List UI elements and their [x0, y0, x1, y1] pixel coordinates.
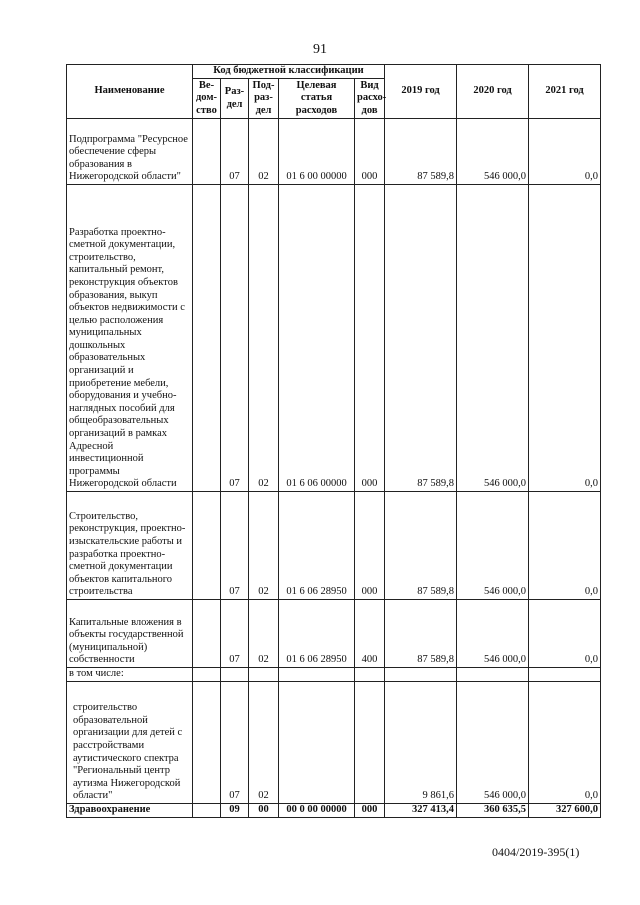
- row-vid: 000: [355, 185, 385, 492]
- row-2020: 360 635,5: [457, 804, 529, 818]
- row-2020: [457, 668, 529, 682]
- header-2019: 2019 год: [385, 65, 457, 119]
- row-2019: 9 861,6: [385, 682, 457, 804]
- row-2021: 0,0: [529, 185, 601, 492]
- header-vedomstvo: Ве-дом-ство: [193, 79, 221, 119]
- row-vid: 000: [355, 119, 385, 185]
- row-2019: 87 589,8: [385, 185, 457, 492]
- table-row: [67, 600, 601, 668]
- row-2021: 327 600,0: [529, 804, 601, 818]
- row-2019: 327 413,4: [385, 804, 457, 818]
- row-target: [279, 668, 355, 682]
- row-name: Здравоохранение: [67, 804, 193, 818]
- row-target: 01 6 06 00000: [279, 185, 355, 492]
- row-ved: [193, 668, 221, 682]
- row-2019: 87 589,8: [385, 492, 457, 600]
- row-vid: 000: [355, 804, 385, 818]
- page-number: 91: [313, 42, 327, 57]
- row-vid: 400: [355, 600, 385, 668]
- row-name: Капитальные вложения в объекты государственной (муниципальной) собственности: [67, 600, 193, 668]
- row-razdel: 07: [221, 492, 249, 600]
- row-razdel: 07: [221, 600, 249, 668]
- table-row: [67, 668, 601, 682]
- table-row: [67, 682, 601, 804]
- row-ved: [193, 185, 221, 492]
- row-2019: [385, 668, 457, 682]
- row-vid: [355, 668, 385, 682]
- row-name: Подпрограмма "Ресурсное обеспечение сферы образования в Нижегородской области": [67, 119, 193, 185]
- row-razdel: 09: [221, 804, 249, 818]
- row-2021: 0,0: [529, 492, 601, 600]
- row-2019: 87 589,8: [385, 600, 457, 668]
- row-ved: [193, 804, 221, 818]
- row-vid: [355, 682, 385, 804]
- row-podrazdel: 02: [249, 492, 279, 600]
- table-row: [67, 185, 601, 492]
- header-code-group: Код бюджетной классификации: [193, 65, 385, 79]
- row-podrazdel: 00: [249, 804, 279, 818]
- row-target: 01 6 06 28950: [279, 492, 355, 600]
- row-target: 01 6 00 00000: [279, 119, 355, 185]
- row-razdel: 07: [221, 682, 249, 804]
- row-2021: 0,0: [529, 600, 601, 668]
- row-name: Строительство, реконструкция, проектно-изыскательские работы и разработка проектно-сметной документации объектов капитального строительства: [67, 492, 193, 600]
- row-2020: 546 000,0: [457, 682, 529, 804]
- row-target: 00 0 00 00000: [279, 804, 355, 818]
- row-ved: [193, 492, 221, 600]
- header-vid: Вид расхо-дов: [355, 79, 385, 119]
- row-2020: 546 000,0: [457, 600, 529, 668]
- header-podrazdel: Под-раз-дел: [249, 79, 279, 119]
- row-2020: 546 000,0: [457, 119, 529, 185]
- row-name: Разработка проектно-сметной документации, строительство, капитальный ремонт, реконструкция объектов образования, выкуп объектов недвижимости с целью расположения муниципальных дошкольных образовательных организаций и приобретение мебели, оборудования и учебно-наглядных пособий для общеобразовательных организаций в рамках Адресной инвестиционной программы Нижегородской области: [67, 185, 193, 492]
- header-razdel: Раз-дел: [221, 79, 249, 119]
- row-razdel: 07: [221, 185, 249, 492]
- row-podrazdel: 02: [249, 185, 279, 492]
- row-ved: [193, 600, 221, 668]
- table-row: [67, 119, 601, 185]
- row-target: 01 6 06 28950: [279, 600, 355, 668]
- row-name: строительство образовательной организации для детей с расстройствами аутистического спектра "Региональный центр аутизма Нижегородской области": [67, 682, 193, 804]
- row-podrazdel: 02: [249, 682, 279, 804]
- header-2021: 2021 год: [529, 65, 601, 119]
- table-row: [67, 492, 601, 600]
- table-row: [67, 804, 601, 818]
- row-podrazdel: [249, 668, 279, 682]
- row-name: в том числе:: [67, 668, 193, 682]
- row-2020: 546 000,0: [457, 185, 529, 492]
- row-target: [279, 682, 355, 804]
- row-2021: 0,0: [529, 119, 601, 185]
- budget-table: [66, 64, 601, 818]
- row-razdel: [221, 668, 249, 682]
- row-2021: [529, 668, 601, 682]
- row-podrazdel: 02: [249, 119, 279, 185]
- header-name: Наименование: [67, 65, 193, 119]
- document-number: 0404/2019-395(1): [492, 845, 580, 859]
- row-ved: [193, 682, 221, 804]
- row-podrazdel: 02: [249, 600, 279, 668]
- row-2021: 0,0: [529, 682, 601, 804]
- row-2019: 87 589,8: [385, 119, 457, 185]
- row-2020: 546 000,0: [457, 492, 529, 600]
- header-2020: 2020 год: [457, 65, 529, 119]
- row-vid: 000: [355, 492, 385, 600]
- header-target: Целевая статья расходов: [279, 79, 355, 119]
- row-ved: [193, 119, 221, 185]
- row-razdel: 07: [221, 119, 249, 185]
